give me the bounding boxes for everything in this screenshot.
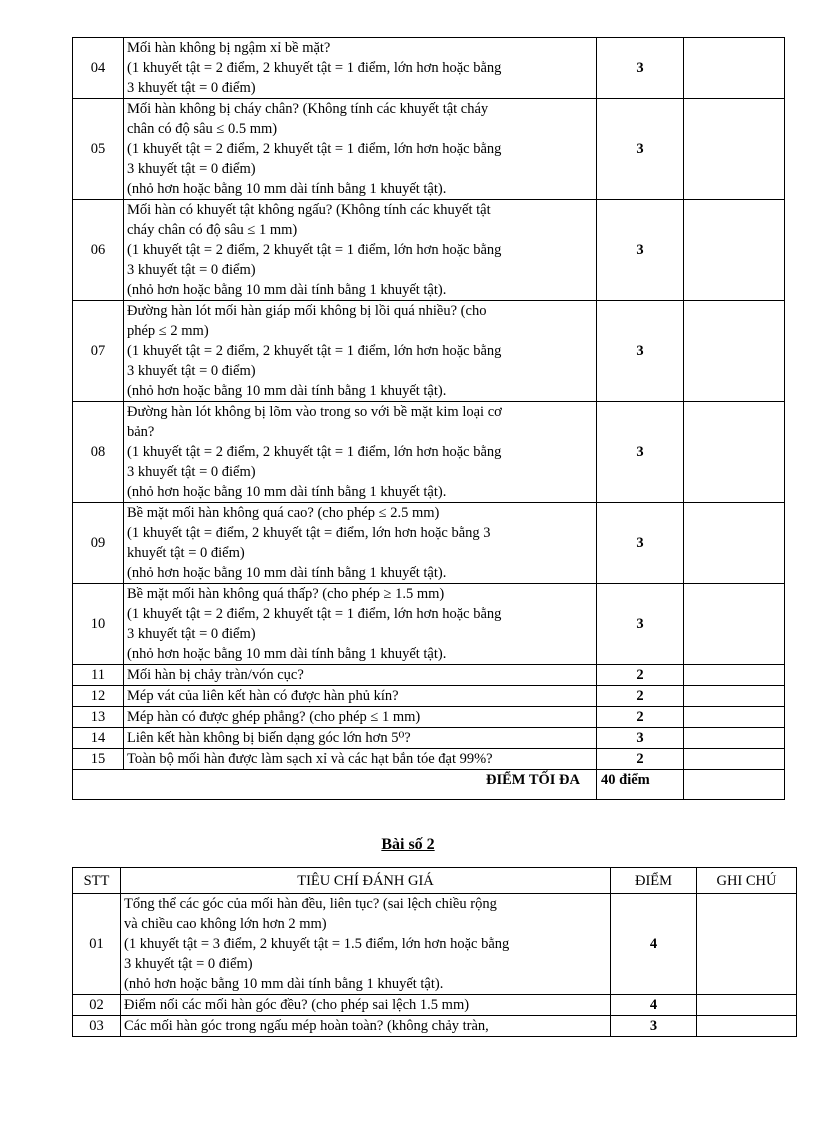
criteria-line: khuyết tật = 0 điểm) [127,545,245,561]
row-stt: 13 [73,707,124,728]
criteria-line: (nhỏ hơn hoặc bằng 10 mm dài tính bằng 1 khuyết tật). [127,565,447,581]
criteria-line: 3 khuyết tật = 0 điểm) [127,363,256,379]
criteria-line: cháy chân có độ sâu ≤ 1 mm) [127,222,298,238]
evaluation-table-1 [72,37,785,800]
table-row [73,301,785,402]
criteria-line: 3 khuyết tật = 0 điểm) [127,626,256,642]
row-score: 3 [597,38,684,99]
criteria-line: Bề mặt mối hàn không quá thấp? (cho phép ≥ 1.5 mm) [127,586,445,602]
row-note [684,200,785,301]
criteria-line: Mép hàn có được ghép phẳng? (cho phép ≤ 1 mm) [127,709,421,725]
row-score: 4 [611,995,697,1016]
row-score: 2 [597,749,684,770]
row-stt: 02 [73,995,121,1016]
row-note [684,686,785,707]
row-score: 4 [611,894,697,995]
row-stt: 06 [73,200,124,301]
row-stt: 03 [73,1016,121,1037]
row-stt: 04 [73,38,124,99]
row-criteria [124,584,597,665]
evaluation-table-2 [72,867,797,1037]
row-note [684,707,785,728]
row-criteria [124,402,597,503]
criteria-line: (nhỏ hơn hoặc bằng 10 mm dài tính bằng 1 khuyết tật). [124,976,444,992]
criteria-line: (1 khuyết tật = 2 điểm, 2 khuyết tật = 1 điểm, lớn hơn hoặc bằng [127,242,502,258]
criteria-line: bản? [127,424,155,440]
row-stt: 05 [73,99,124,200]
table-row [73,728,785,749]
criteria-line: Mối hàn có khuyết tật không ngấu? (Không tính các khuyết tật [127,202,491,218]
row-score: 3 [597,402,684,503]
row-score: 2 [597,686,684,707]
table-row [73,894,797,995]
criteria-line: Tổng thể các góc của mối hàn đều, liên tục? (sai lệch chiều rộng [124,896,497,912]
row-note [684,99,785,200]
table-header-row [73,868,797,894]
criteria-line: (1 khuyết tật = 2 điểm, 2 khuyết tật = 1 điểm, lớn hơn hoặc bằng [127,444,502,460]
row-note [697,995,797,1016]
table-row [73,584,785,665]
row-score: 3 [611,1016,697,1037]
criteria-line: (1 khuyết tật = 2 điểm, 2 khuyết tật = 1 điểm, lớn hơn hoặc bằng [127,606,502,622]
row-criteria [124,728,597,749]
table-row [73,665,785,686]
row-criteria [124,99,597,200]
criteria-line: và chiều cao không lớn hơn 2 mm) [124,916,327,932]
row-score: 3 [597,99,684,200]
criteria-line: Các mối hàn góc trong ngấu mép hoàn toàn? (không chảy tràn, [124,1018,489,1034]
criteria-line: (nhỏ hơn hoặc bằng 10 mm dài tính bằng 1 khuyết tật). [127,181,447,197]
row-note [684,301,785,402]
row-stt: 07 [73,301,124,402]
criteria-line: (1 khuyết tật = 2 điểm, 2 khuyết tật = 1 điểm, lớn hơn hoặc bằng [127,141,502,157]
criteria-line: phép ≤ 2 mm) [127,323,209,339]
criteria-line: chân có độ sâu ≤ 0.5 mm) [127,121,278,137]
table-row [73,707,785,728]
criteria-line: (1 khuyết tật = 2 điểm, 2 khuyết tật = 1 điểm, lớn hơn hoặc bằng [127,60,502,76]
row-note [684,728,785,749]
row-stt: 12 [73,686,124,707]
criteria-line: Liên kết hàn không bị biến dạng góc lớn hơn 5⁰? [127,730,411,746]
table-row [73,402,785,503]
criteria-line: 3 khuyết tật = 0 điểm) [124,956,253,972]
row-note [684,749,785,770]
row-score: 3 [597,728,684,749]
table-row [73,686,785,707]
header-criteria: TIÊU CHÍ ĐÁNH GIÁ [121,868,611,894]
row-criteria [124,707,597,728]
row-score: 3 [597,301,684,402]
criteria-line: (nhỏ hơn hoặc bằng 10 mm dài tính bằng 1 khuyết tật). [127,383,447,399]
criteria-line: Đường hàn lót mối hàn giáp mối không bị lồi quá nhiều? (cho [127,303,487,319]
criteria-line: Bề mặt mối hàn không quá cao? (cho phép ≤ 2.5 mm) [127,505,440,521]
row-criteria [124,665,597,686]
row-criteria [124,301,597,402]
row-criteria [124,38,597,99]
table-row [73,99,785,200]
row-score: 3 [597,503,684,584]
criteria-line: (nhỏ hơn hoặc bằng 10 mm dài tính bằng 1 khuyết tật). [127,484,447,500]
row-stt: 14 [73,728,124,749]
row-note [684,503,785,584]
section-2-title-text: Bài số 2 [381,836,435,853]
criteria-line: (1 khuyết tật = 2 điểm, 2 khuyết tật = 1 điểm, lớn hơn hoặc bằng [127,343,502,359]
row-score: 2 [597,707,684,728]
total-row [73,770,785,800]
criteria-line: Điểm nối các mối hàn góc đều? (cho phép sai lệch 1.5 mm) [124,997,470,1013]
row-stt: 15 [73,749,124,770]
row-score: 3 [597,200,684,301]
row-note [697,894,797,995]
row-note [684,38,785,99]
row-note [684,402,785,503]
row-criteria [121,894,611,995]
criteria-line: (1 khuyết tật = điểm, 2 khuyết tật = điểm, lớn hơn hoặc bằng 3 [127,525,491,541]
row-note [684,584,785,665]
criteria-line: Mối hàn không bị ngậm xỉ bề mặt? [127,40,331,56]
criteria-line: Mép vát của liên kết hàn có được hàn phủ kín? [127,688,399,704]
total-note [684,770,785,800]
criteria-line: 3 khuyết tật = 0 điểm) [127,161,256,177]
criteria-line: Mối hàn bị chảy tràn/vón cục? [127,667,304,683]
total-label: ĐIỂM TỐI ĐA [73,770,597,800]
row-criteria [124,686,597,707]
row-stt: 10 [73,584,124,665]
header-note: GHI CHÚ [697,868,797,894]
row-score: 2 [597,665,684,686]
row-note [697,1016,797,1037]
criteria-line: 3 khuyết tật = 0 điểm) [127,464,256,480]
row-stt: 08 [73,402,124,503]
criteria-line: (nhỏ hơn hoặc bằng 10 mm dài tính bằng 1 khuyết tật). [127,646,447,662]
row-criteria [121,995,611,1016]
table-row [73,995,797,1016]
criteria-line: 3 khuyết tật = 0 điểm) [127,80,256,96]
section-2-title [0,836,816,854]
criteria-line: (nhỏ hơn hoặc bằng 10 mm dài tính bằng 1 khuyết tật). [127,282,447,298]
total-value: 40 điểm [597,770,684,800]
row-stt: 01 [73,894,121,995]
row-criteria [124,749,597,770]
header-stt: STT [73,868,121,894]
table-row [73,503,785,584]
table-row [73,200,785,301]
header-score: ĐIỂM [611,868,697,894]
row-stt: 09 [73,503,124,584]
row-criteria [124,200,597,301]
table-row [73,38,785,99]
criteria-line: (1 khuyết tật = 3 điểm, 2 khuyết tật = 1.5 điểm, lớn hơn hoặc bằng [124,936,510,952]
row-stt: 11 [73,665,124,686]
criteria-line: 3 khuyết tật = 0 điểm) [127,262,256,278]
criteria-line: Mối hàn không bị cháy chân? (Không tính các khuyết tật cháy [127,101,489,117]
table-row [73,1016,797,1037]
criteria-line: Đường hàn lót không bị lõm vào trong so với bề mặt kim loại cơ [127,404,502,420]
criteria-line: Toàn bộ mối hàn được làm sạch xỉ và các hạt bắn tóe đạt 99%? [127,751,493,767]
table-row [73,749,785,770]
row-criteria [124,503,597,584]
row-note [684,665,785,686]
row-criteria [121,1016,611,1037]
row-score: 3 [597,584,684,665]
